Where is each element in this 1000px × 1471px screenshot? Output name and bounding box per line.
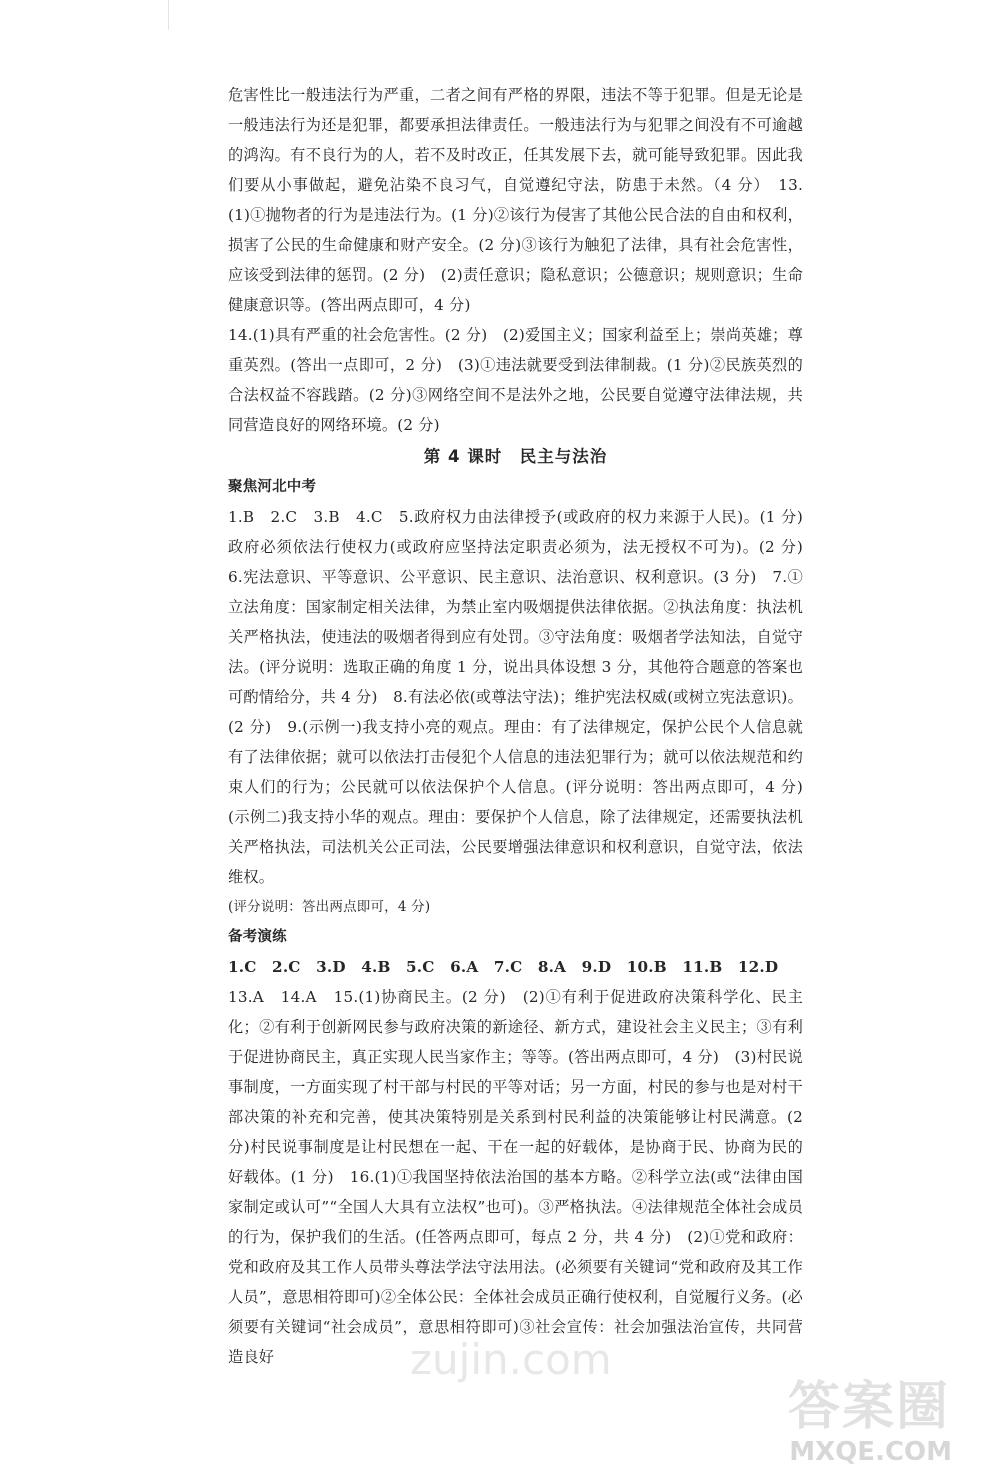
watermark-url: MXQE.COM (789, 1437, 952, 1467)
watermark-logo: 答案圈 (787, 1377, 950, 1437)
answer-item: 2.C (272, 958, 301, 976)
practice-choice-answers (228, 952, 803, 982)
section-title-practice: 备考演练 (228, 929, 287, 945)
answer-item: 8.A (537, 958, 567, 976)
lesson-title: 第 4 课时 民主与法治 (423, 447, 608, 466)
section-hebei-answers: 1.B 2.C 3.B 4.C 5.政府权力由法律授予(或政府的权力来源于人民)。(1 分)政府必须依法行使权力(或政府应坚持法定职责必须为，法无授权不可为)。(2 分) 6.宪法意识、平等意识、公平意识、民主意识、法治意识、权利意识。(3 分) 7.①立法角度：国家制定相关法律，为禁止室内吸烟提供法律依据。②执法角度：执法机关严格执法，使违法的吸烟者得到应有处罚。③守法角度：吸烟者学法知法，自觉守法。(评分说明：选取正确的角度 1 分，说出具体设想 3 分，其他符合题意的答案也可酌情给分，共 4 分) 8.有法必依(或尊法守法)；维护宪法权威(或树立宪法意识)。(2 分) 9.(示例一)我支持小亮的观点。理由：有了法律规定，保护公民个人信息就有了法律依据；就可以依法打击侵犯个人信息的违法犯罪行为；就可以依法规范和约束人们的行为；公民就可以依法保护个人信息。(评分说明：答出两点即可，4 分) (示例二)我支持小华的观点。理由：要保护个人信息，除了法律规定，还需要执法机关严格执法，司法机关公正司法，公民要增强法律意识和权利意识，自觉守法，依法维权。 (228, 508, 819, 886)
watermark-mid: zujin.com (410, 1335, 612, 1384)
section-title-hebei-exam: 聚焦河北中考 (228, 479, 317, 495)
paragraph-q12-q13: 危害性比一般违法行为严重，二者之间有严格的界限，违法不等于犯罪。但是无论是一般违法行为还是犯罪，都要承担法律责任。一般违法行为与犯罪之间没有不可逾越的鸿沟。有不良行为的人，若不及时改正，任其发展下去，就可能导致犯罪。因此我们要从小事做起，避免沾染不良习气，自觉遵纪守法，防患于未然。（4 分） 13.(1)①抛物者的行为是违法行为。(1 分)②该行为侵害了其他公民合法的自由和权利，损害了公民的生命健康和财产安全。(2 分)③该行为触犯了法律，具有社会危害性，应该受到法律的惩罚。(2 分) (2)责任意识；隐私意识；公德意识；规则意识；生命健康意识等。(答出两点即可，4 分) (228, 86, 803, 314)
answer-item: 10.B (626, 958, 667, 976)
answer-item: 6.A (450, 958, 479, 976)
answer-item: 11.B (682, 958, 723, 976)
answer-item: 9.D (581, 958, 612, 976)
page-edge-line (168, 0, 169, 30)
answer-text-block (228, 80, 819, 1372)
scoring-note: (评分说明：答出两点即可，4 分) (228, 899, 431, 915)
watermark (780, 1361, 980, 1471)
section-practice-answers: 13.A 14.A 15.(1)协商民主。(2 分) (2)①有利于促进政府决策科学化、民主化；②有利于创新网民参与政府决策的新途径、新方式，建设社会主义民主；③有利于促进协商民主，真正实现人民当家作主；等等。(答出两点即可，4 分) (3)村民说事制度，一方面实现了村干部与村民的平等对话；另一方面，村民的参与也是对村干部决策的补充和完善，使其决策特别是关系到村民利益的决策能够让村民满意。(2 分)村民说事制度是让村民想在一起、干在一起的好载体，是协商于民、协商为民的好载体。(1 分) 16.(1)①我国坚持依法治国的基本方略。②科学立法(或“法律由国家制定或认可”“全国人大具有立法权”也可)。③严格执法。④法律规范全体社会成员的行为，保护我们的生活。(任答两点即可，每点 2 分，共 4 分) (2)①党和政府：党和政府及其工作人员带头尊法学法守法用法。(必须要有关键词“党和政府及其工作人员”，意思相符即可)②全体公民：全体社会成员正确行使权利，自觉履行义务。(必须要有关键词“社会成员”，意思相符即可)③社会宣传：社会加强法治宣传，共同营造良好 (228, 988, 803, 1366)
answer-item: 7.C (493, 958, 523, 976)
answer-item: 4.B (361, 958, 391, 976)
answer-item: 3.D (316, 958, 346, 976)
answer-item: 5.C (406, 958, 435, 976)
answer-item: 12.D (737, 958, 779, 976)
answer-item: 1.C (228, 958, 257, 976)
paragraph-q14: 14.(1)具有严重的社会危害性。(2 分) (2)爱国主义；国家利益至上；崇尚英雄；尊重英烈。(答出一点即可，2 分) (3)①违法就要受到法律制裁。(1 分)②民族英烈的合法权益不容践踏。(2 分)③网络空间不是法外之地，公民要自觉遵守法律法规，共同营造良好的网络环境。(2 分) (228, 326, 803, 434)
